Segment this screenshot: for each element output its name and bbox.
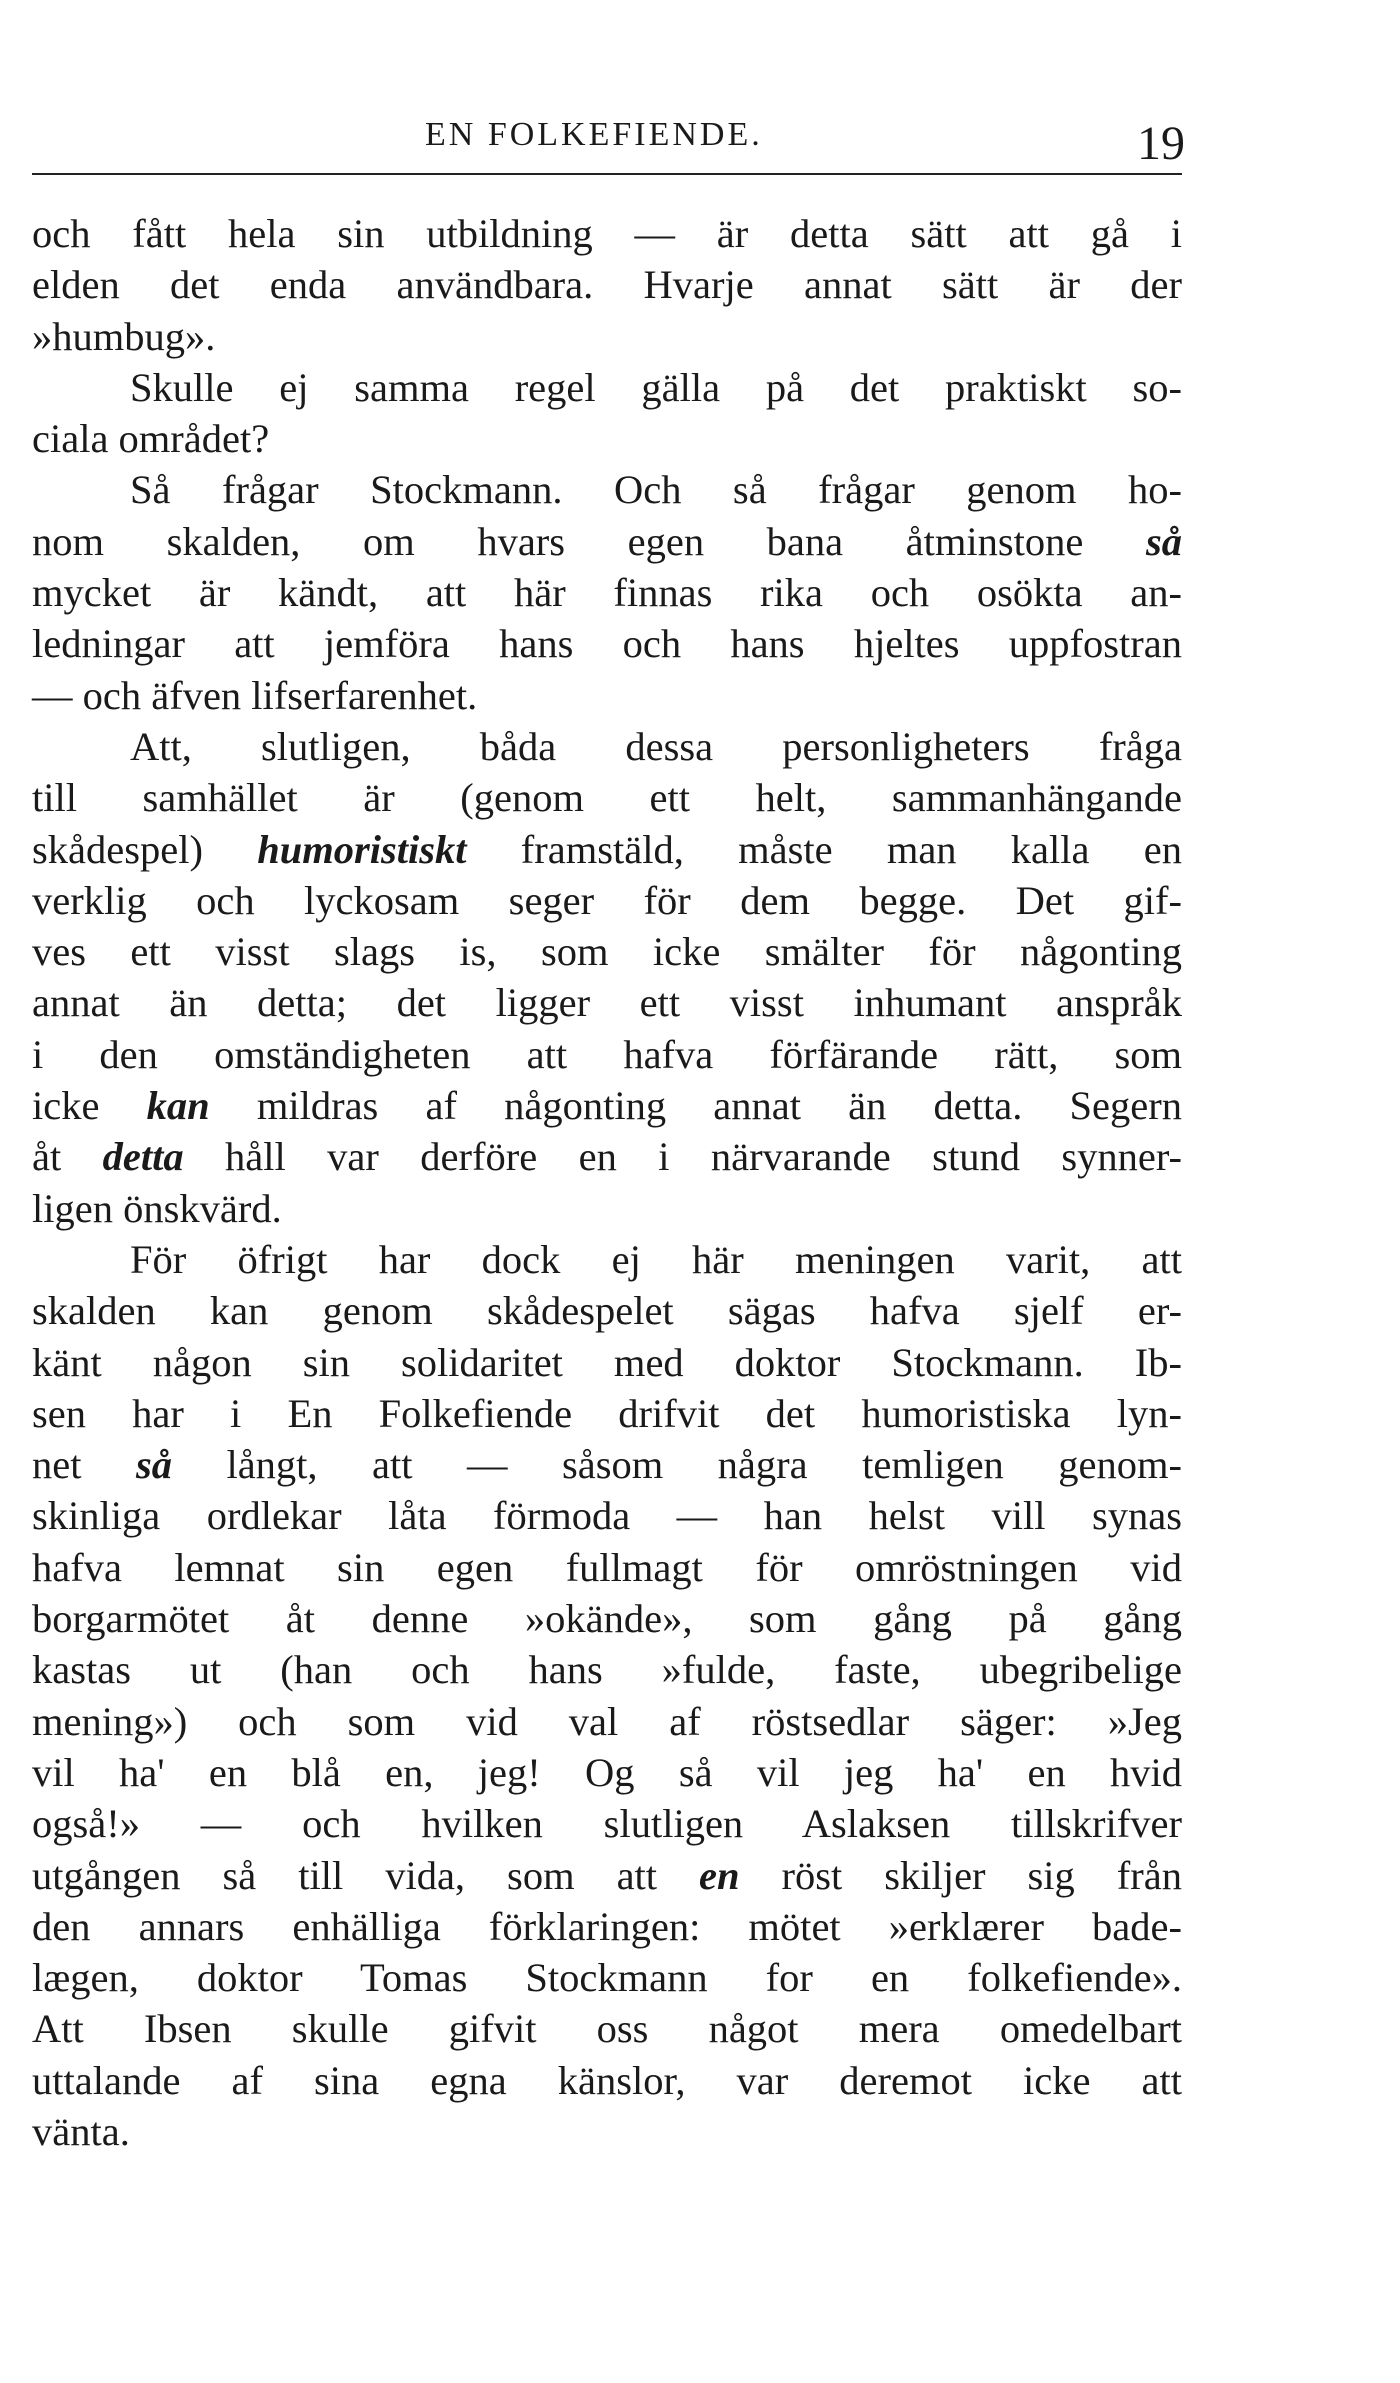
text-segment: elden det enda användbara. Hvarje annat sätt är der: [32, 262, 1182, 308]
text-segment: Skulle ej samma regel gälla på det praktiskt so-: [130, 364, 1182, 410]
text-segment: håll var derföre en i närvarande stund synner-: [183, 1134, 1182, 1180]
text-segment: röst skiljer sig från: [739, 1852, 1182, 1898]
text-segment: skalden kan genom skådespelet sägas hafva sjelf er-: [32, 1288, 1182, 1334]
text-segment: verklig och lyckosam seger för dem begge. Det gif-: [32, 877, 1182, 923]
text-line: [32, 1490, 1182, 1541]
text-segment: borgarmötet åt denne »okände», som gång på gång: [32, 1596, 1182, 1642]
text-line: [32, 208, 1182, 259]
emphasized-text: så: [1145, 518, 1182, 564]
text-line: [32, 1285, 1182, 1336]
text-line: [32, 1080, 1182, 1131]
emphasized-text: så: [135, 1442, 172, 1488]
text-segment: den annars enhälliga förklaringen: mötet »erklærer bade-: [32, 1903, 1182, 1949]
body-text: [32, 208, 1182, 2157]
text-line: [32, 618, 1182, 669]
text-line: [32, 516, 1182, 567]
text-segment: icke: [32, 1083, 147, 1129]
text-segment: også!» — och hvilken slutligen Aslaksen tillskrifver: [32, 1801, 1182, 1847]
text-segment: mildras af någonting annat än detta. Segern: [209, 1083, 1182, 1129]
text-segment: åt: [32, 1134, 103, 1180]
text-segment: uttalande af sina egna känslor, var deremot icke att: [32, 2057, 1182, 2103]
text-line: [32, 311, 1182, 362]
text-segment: skådespel): [32, 826, 258, 872]
emphasized-text: kan: [146, 1083, 210, 1129]
text-line: [32, 2055, 1182, 2106]
text-line: [32, 413, 1182, 464]
text-segment: och fått hela sin utbildning — är detta sätt att gå i: [32, 211, 1182, 256]
emphasized-text: detta: [102, 1134, 184, 1180]
text-segment: i den omständigheten att hafva förfärande rätt, som: [32, 1031, 1182, 1077]
text-line: [32, 1131, 1182, 1182]
text-segment: till samhället är (genom ett helt, sammanhängande: [32, 775, 1182, 821]
text-segment: lægen, doktor Tomas Stockmann for en folkefiende».: [32, 1955, 1182, 2001]
running-head: [0, 110, 1400, 170]
emphasized-text: en: [699, 1852, 740, 1898]
text-segment: Att Ibsen skulle gifvit oss något mera omedelbart: [32, 2006, 1182, 2052]
text-line: [32, 1183, 1182, 1234]
header-rule: [32, 173, 1182, 175]
text-segment: nom skalden, om hvars egen bana åtminstone: [32, 518, 1146, 564]
text-line: [32, 1850, 1182, 1901]
text-line: [32, 567, 1182, 618]
text-line: [32, 1542, 1182, 1593]
text-segment: ligen önskvärd.: [32, 1185, 282, 1231]
text-line: [32, 1593, 1182, 1644]
text-line: [32, 362, 1182, 413]
text-segment: vänta.: [32, 2108, 130, 2154]
text-segment: långt, att — såsom några temligen genom-: [171, 1442, 1182, 1488]
text-segment: »humbug».: [32, 313, 216, 359]
text-line: [32, 1696, 1182, 1747]
text-segment: Att, slutligen, båda dessa personligheters fråga: [130, 723, 1182, 769]
text-line: [32, 1439, 1182, 1490]
text-segment: hafva lemnat sin egen fullmagt för omröstningen vid: [32, 1544, 1182, 1590]
text-segment: utgången så till vida, som att: [32, 1852, 700, 1898]
text-segment: Så frågar Stockmann. Och så frågar genom ho-: [130, 467, 1182, 513]
text-segment: kastas ut (han och hans »fulde, faste, ubegribelige: [32, 1647, 1182, 1693]
text-line: [32, 824, 1182, 875]
text-segment: vil ha' en blå en, jeg! Og så vil jeg ha' en hvid: [32, 1749, 1182, 1795]
page-number: 19: [1137, 117, 1185, 170]
text-line: [32, 772, 1182, 823]
text-line: [32, 2003, 1182, 2054]
text-segment: sen har i En Folkefiende drifvit det humoristiska lyn-: [32, 1390, 1182, 1436]
text-line: [32, 259, 1182, 310]
text-segment: ledningar att jemföra hans och hans hjeltes uppfostran: [32, 621, 1182, 667]
running-title: EN FOLKEFIENDE.: [425, 116, 763, 153]
text-line: [32, 721, 1182, 772]
text-line: [32, 977, 1182, 1028]
text-line: [32, 1337, 1182, 1388]
text-segment: För öfrigt har dock ej här meningen varit, att: [130, 1236, 1182, 1282]
text-line: [32, 1747, 1182, 1798]
text-segment: ciala området?: [32, 416, 270, 462]
text-line: [32, 1901, 1182, 1952]
text-segment: framstäld, måste man kalla en: [466, 826, 1182, 872]
text-line: [32, 1234, 1182, 1285]
text-line: [32, 926, 1182, 977]
text-line: [32, 1798, 1182, 1849]
text-line: [32, 670, 1182, 721]
text-segment: mycket är kändt, att här finnas rika och osökta an-: [32, 570, 1182, 616]
text-segment: känt någon sin solidaritet med doktor Stockmann. Ib-: [32, 1339, 1182, 1385]
text-segment: ves ett visst slags is, som icke smälter för någonting: [32, 929, 1182, 975]
text-line: [32, 464, 1182, 515]
text-line: [32, 1644, 1182, 1695]
text-segment: net: [32, 1442, 136, 1488]
text-line: [32, 875, 1182, 926]
text-line: [32, 1388, 1182, 1439]
text-segment: mening») och som vid val af röstsedlar säger: »Jeg: [32, 1698, 1182, 1744]
text-line: [32, 2106, 1182, 2157]
text-segment: annat än detta; det ligger ett visst inhumant anspråk: [32, 980, 1182, 1026]
text-line: [32, 1029, 1182, 1080]
emphasized-text: humoristiskt: [257, 826, 467, 872]
text-segment: skinliga ordlekar låta förmoda — han helst vill synas: [32, 1493, 1182, 1539]
text-line: [32, 1952, 1182, 2003]
text-segment: — och äfven lifserfarenhet.: [32, 672, 478, 718]
